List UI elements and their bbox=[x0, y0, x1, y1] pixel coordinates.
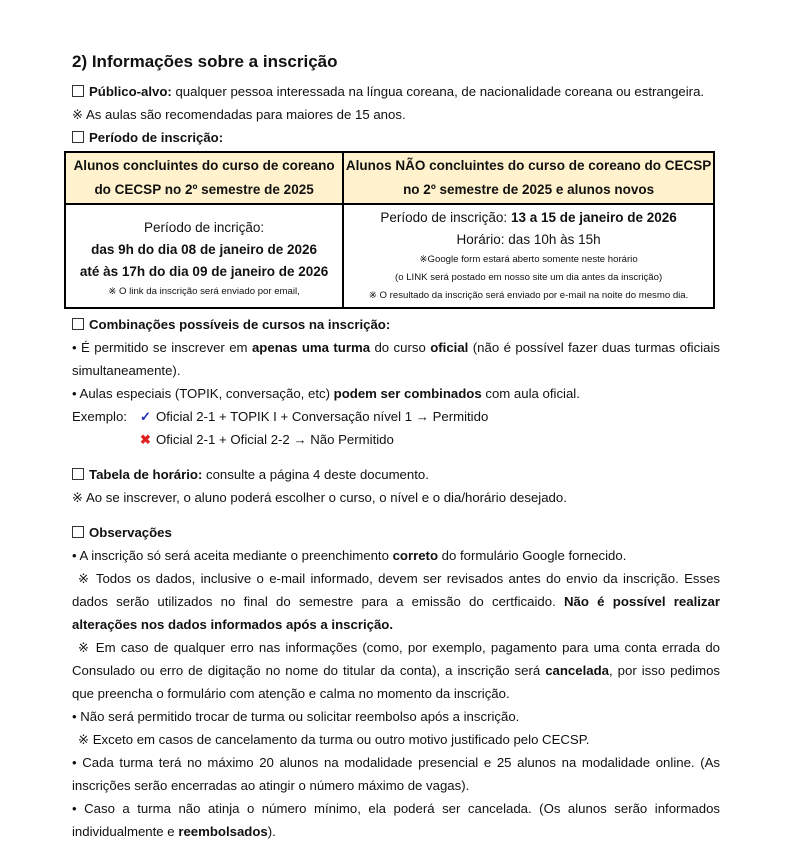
text: • Aulas especiais (TOPIK, conversação, etc) bbox=[72, 386, 334, 401]
header-concluintes-line1: Alunos concluintes do curso de coreano bbox=[73, 158, 335, 173]
period-start-text: das 9h do dia 08 de janeiro de 2026 bbox=[91, 242, 317, 257]
observacoes-heading bbox=[72, 521, 720, 544]
period-start bbox=[66, 239, 342, 261]
period-end-text: até às 17h do dia 09 de janeiro de 2026 bbox=[79, 264, 329, 279]
header-concluintes bbox=[65, 152, 343, 204]
table-header-row bbox=[65, 152, 714, 204]
tabela-label: Tabela de horário: bbox=[89, 467, 203, 482]
header-concluintes-line2: do CECSP no 2º semestre de 2025 bbox=[94, 182, 314, 197]
period-dates bbox=[344, 207, 713, 229]
period-end bbox=[66, 261, 342, 283]
header-nao-concluintes-line1: Alunos NÃO concluintes do curso de coreano do CECSP bbox=[345, 158, 712, 173]
cell-nao-concluintes bbox=[343, 204, 714, 308]
text: • Caso a turma não atinja o número mínimo, ela poderá ser cancelada. (Os alunos serão informados individualmente e bbox=[72, 801, 720, 839]
checkbox-square-icon bbox=[72, 85, 84, 97]
link-posted-note: (o LINK será postado em nosso site um dia antes da inscrição) bbox=[395, 272, 663, 283]
table-row bbox=[65, 204, 714, 308]
example-allowed bbox=[72, 405, 720, 428]
periodo-label: Período de inscrição: bbox=[89, 130, 224, 145]
example-not-allowed bbox=[72, 428, 720, 451]
text-bold: cancelada bbox=[545, 663, 609, 678]
text: do formulário Google fornecido. bbox=[438, 548, 627, 563]
cell-concluintes bbox=[65, 204, 343, 308]
text: ). bbox=[267, 824, 276, 839]
publico-alvo-line bbox=[72, 80, 720, 103]
example-label: Exemplo: bbox=[72, 409, 127, 424]
text-bold: oficial bbox=[430, 340, 469, 355]
text-bold: Não é possível realizar alterações nos dados informados após a inscrição. bbox=[72, 594, 720, 632]
tabela-text: consulte a página 4 deste documento. bbox=[202, 467, 429, 482]
example-text: Oficial 2-1 + Oficial 2-2 → Não Permitido bbox=[156, 432, 394, 447]
section-title: 2) Informações sobre a inscrição bbox=[72, 52, 338, 71]
result-email-note: ※ O resultado da inscrição será enviado por e-mail na noite do mesmo dia. bbox=[368, 290, 689, 301]
document-page bbox=[72, 50, 720, 843]
period-dates-prefix: Período de inscrição: bbox=[380, 210, 511, 225]
combinacoes-rule-2 bbox=[72, 382, 720, 405]
publico-alvo-label: Público-alvo: bbox=[89, 84, 172, 99]
registration-period-table bbox=[64, 151, 715, 309]
text: ※ Em caso de qualquer erro nas informações (como, por exemplo, pagamento para uma conta errada do Consulado ou erro de digitação no nome do titular da conta), a inscrição será bbox=[72, 640, 720, 678]
text: • É permitido se inscrever em bbox=[72, 340, 252, 355]
text: (não é possível fazer duas turmas oficiais simultaneamente). bbox=[72, 340, 720, 378]
observacao-2 bbox=[72, 567, 720, 636]
example-text: Oficial 2-1 + TOPIK I + Conversação nível 1 → Permitido bbox=[156, 409, 489, 424]
observacoes-label: Observações bbox=[89, 525, 172, 540]
observacao-6: • Cada turma terá no máximo 20 alunos na modalidade presencial e 25 alunos na modalidade online. (As inscrições serão encerradas ao atingir o número máximo de vagas). bbox=[72, 755, 720, 793]
checkbox-square-icon bbox=[72, 468, 84, 480]
observacao-7 bbox=[72, 797, 720, 843]
age-note: ※ As aulas são recomendadas para maiores de 15 anos. bbox=[72, 107, 406, 122]
combinacoes-rule-1 bbox=[72, 336, 720, 382]
combinacoes-label: Combinações possíveis de cursos na inscrição: bbox=[89, 317, 391, 332]
text: ※ Todos os dados, inclusive o e-mail informado, devem ser revisados antes do envio da inscrição. Esses dados serão utilizados no final do semestre para a emissão do certficaido. bbox=[72, 571, 720, 609]
checkbox-square-icon bbox=[72, 526, 84, 538]
period-label: Período de incrição: bbox=[144, 220, 265, 235]
observacao-1 bbox=[72, 544, 720, 567]
text-bold: reembolsados bbox=[178, 824, 268, 839]
text-bold: correto bbox=[392, 548, 438, 563]
link-note: ※ O link da inscrição será enviado por email, bbox=[108, 286, 300, 297]
observacao-5: ※ Exceto em casos de cancelamento da turma ou outro motivo justificado pelo CECSP. bbox=[78, 732, 590, 747]
tabela-note: ※ Ao se inscrever, o aluno poderá escolher o curso, o nível e o dia/horário desejado. bbox=[72, 490, 567, 505]
spacer bbox=[72, 451, 720, 463]
text-bold: podem ser combinados bbox=[333, 386, 482, 401]
text: do curso bbox=[370, 340, 431, 355]
periodo-heading bbox=[72, 126, 720, 149]
text-bold: apenas uma turma bbox=[251, 340, 371, 355]
observacao-4: • Não será permitido trocar de turma ou solicitar reembolso após a inscrição. bbox=[72, 709, 520, 724]
period-hours: Horário: das 10h às 15h bbox=[456, 232, 601, 247]
period-dates-value: 13 a 15 de janeiro de 2026 bbox=[510, 210, 677, 225]
spacer bbox=[72, 509, 720, 521]
checkbox-square-icon bbox=[72, 318, 84, 330]
combinacoes-heading bbox=[72, 313, 720, 336]
header-nao-concluintes bbox=[343, 152, 714, 204]
text: , por isso pedimos que preencha o formulário com atenção e calma no momento da inscrição. bbox=[72, 663, 721, 701]
text: com aula oficial. bbox=[481, 386, 580, 401]
checkbox-square-icon bbox=[72, 131, 84, 143]
form-open-note: ※Google form estará aberto somente neste horário bbox=[419, 254, 638, 265]
check-icon: ✓ bbox=[140, 409, 152, 424]
publico-alvo-text: qualquer pessoa interessada na língua coreana, de nacionalidade coreana ou estrangeira. bbox=[171, 84, 705, 99]
header-nao-concluintes-line2: no 2º semestre de 2025 e alunos novos bbox=[403, 182, 655, 197]
cross-icon: ✖ bbox=[140, 432, 152, 447]
tabela-heading bbox=[72, 463, 720, 486]
text: • A inscrição só será aceita mediante o preenchimento bbox=[72, 548, 393, 563]
observacao-3 bbox=[72, 636, 720, 705]
